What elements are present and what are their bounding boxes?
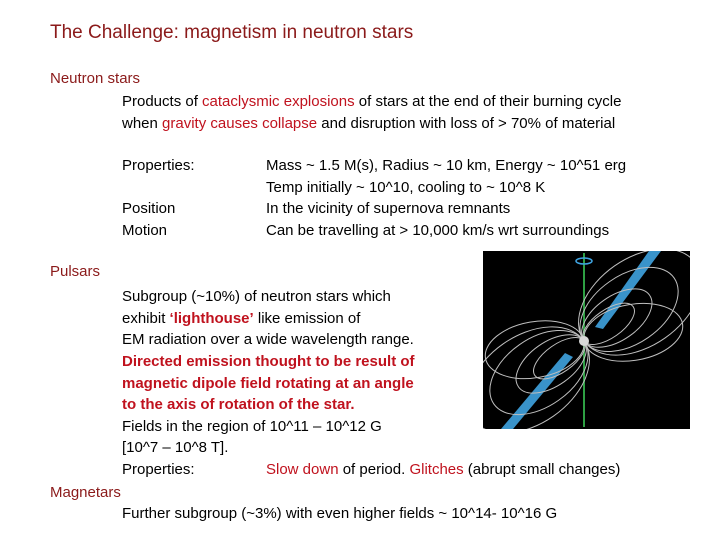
text: and disruption with loss of > 70% of material: [317, 115, 616, 132]
pulsar-properties-label: Properties:: [122, 461, 195, 478]
pulsar-line-3: EM radiation over a wide wavelength range.: [122, 331, 414, 348]
text: of period.: [338, 461, 410, 478]
highlight-text: gravity causes collapse: [162, 115, 318, 132]
position-label: Position: [122, 200, 176, 217]
pulsar-line-2: [122, 308, 360, 330]
properties-value-2: Temp initially ~ 10^10, cooling to ~ 10^8 K: [266, 179, 546, 196]
position-value: In the vicinity of supernova remnants: [266, 200, 511, 217]
highlight-text: cataclysmic explosions: [202, 93, 355, 110]
pulsar-dipole-illustration: [483, 251, 690, 429]
properties-value-1: Mass ~ 1.5 M(s), Radius ~ 10 km, Energy ~ 10^51 erg: [266, 157, 627, 174]
neutron-stars-heading: Neutron stars: [50, 70, 141, 87]
page-title: The Challenge: magnetism in neutron stars: [50, 22, 414, 43]
highlight-text: Glitches: [409, 461, 464, 478]
text: exhibit: [122, 310, 170, 327]
text: of stars at the end of their burning cycle: [354, 93, 622, 110]
pulsar-line-7: Fields in the region of 10^11 – 10^12 G: [122, 418, 382, 435]
pulsar-diagram-image: [483, 251, 690, 429]
text: when: [122, 115, 163, 132]
pulsars-heading: Pulsars: [50, 263, 101, 280]
magnetar-line-1: Further subgroup (~3%) with even higher fields ~ 10^14- 10^16 G: [122, 505, 558, 522]
properties-label: Properties:: [122, 157, 195, 174]
pulsar-line-1: Subgroup (~10%) of neutron stars which: [122, 288, 391, 305]
neutron-line-2: [122, 113, 615, 135]
text: Products of: [122, 93, 203, 110]
pulsar-line-5: magnetic dipole field rotating at an angle: [122, 375, 414, 392]
pulsar-line-4: Directed emission thought to be result of: [122, 353, 415, 370]
motion-value: Can be travelling at > 10,000 km/s wrt surroundings: [266, 222, 610, 239]
neutron-star: [579, 336, 589, 346]
motion-label: Motion: [122, 222, 168, 239]
magnetars-heading: Magnetars: [50, 484, 121, 501]
highlight-text: Slow down: [266, 461, 339, 478]
neutron-line-1: [122, 91, 621, 113]
emission-beam-bottom: [501, 353, 573, 429]
text: (abrupt small changes): [463, 461, 621, 478]
pulsar-properties-value: [266, 459, 620, 481]
pulsar-line-8: [10^7 – 10^8 T].: [122, 439, 229, 456]
pulsar-line-6: to the axis of rotation of the star.: [122, 396, 355, 413]
highlight-text: ‘lighthouse’: [169, 310, 254, 327]
text: like emission of: [253, 310, 361, 327]
